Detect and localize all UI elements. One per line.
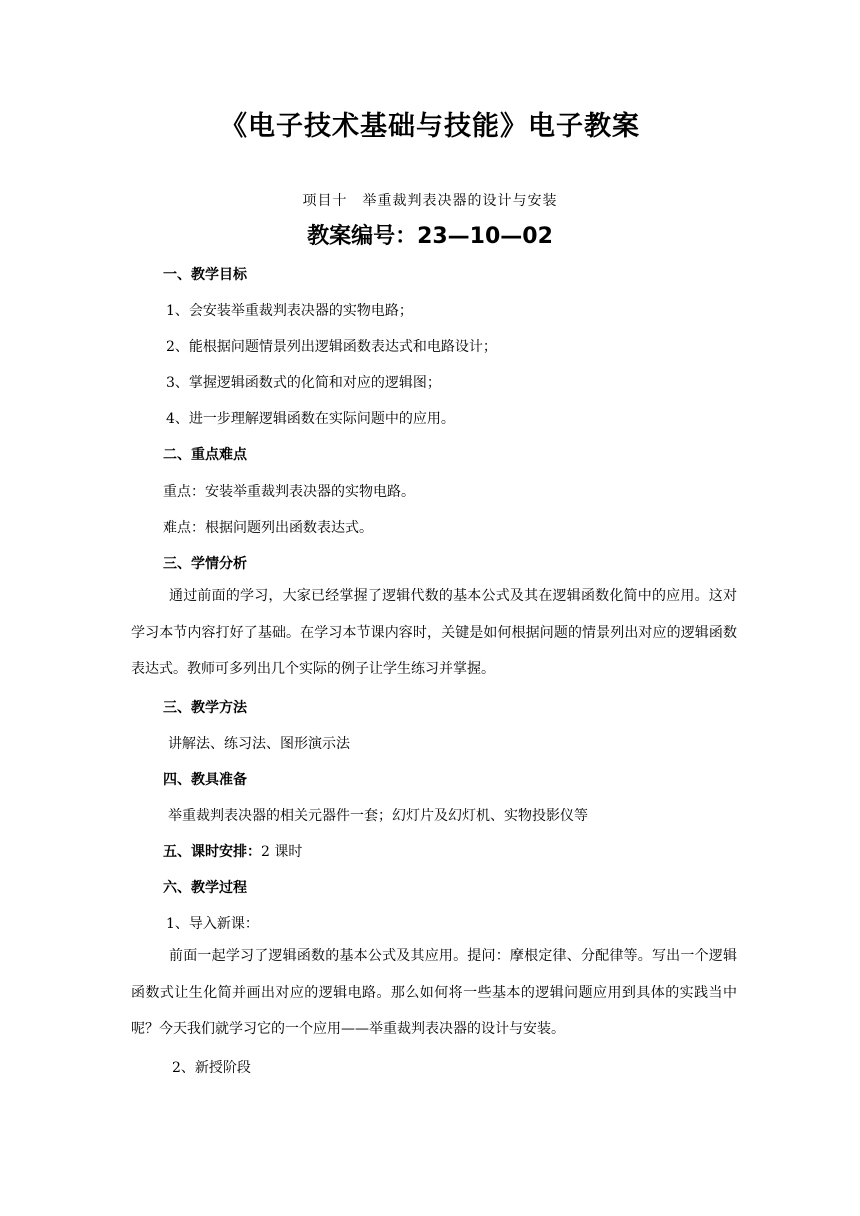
- methods-heading: 三、教学方法: [163, 700, 247, 716]
- methods-text: 讲解法、练习法、图形演示法: [168, 736, 350, 752]
- analysis-paragraph: 通过前面的学习，大家已经掌握了逻辑代数的基本公式及其在逻辑函数化简中的应用。这对学习本节内容打好了基础。在学习本节课内容时，关键是如何根据问题的情景列出对应的逻辑函数表达式。教师可多列出几个实际的例子让学生练习并掌握。: [131, 588, 737, 677]
- objective-item-2: 2、能根据问题情景列出逻辑函数表达式和电路设计；: [166, 339, 497, 355]
- analysis-heading: 三、学情分析: [163, 556, 247, 572]
- objective-item-3: 3、掌握逻辑函数式的化简和对应的逻辑图；: [166, 375, 441, 391]
- objectives-heading: 一、教学目标: [163, 267, 247, 283]
- new-stage-title: 2、新授阶段: [172, 1060, 251, 1076]
- equipment-heading: 四、教具准备: [163, 772, 247, 788]
- schedule-heading: [163, 841, 302, 861]
- equipment-text: 举重裁判表决器的相关元器件一套；幻灯片及幻灯机、实物投影仪等: [168, 808, 588, 824]
- key-point: 重点：安装举重裁判表决器的实物电路。: [163, 484, 415, 500]
- schedule-value: 2 课时: [261, 844, 303, 860]
- difficulty-point: 难点：根据问题列出函数表达式。: [163, 520, 373, 536]
- schedule-label: 五、课时安排：: [163, 844, 261, 860]
- intro-paragraph: 前面一起学习了逻辑函数的基本公式及其应用。提问：摩根定律、分配律等。写出一个逻辑函数式让生化简并画出对应的逻辑电路。那么如何将一些基本的逻辑问题应用到具体的实践当中呢？今天我们就学习它的一个应用——举重裁判表决器的设计与安装。: [131, 948, 737, 1037]
- objective-item-1: 1、会安装举重裁判表决器的实物电路；: [166, 303, 413, 319]
- lesson-code: 教案编号：23—10—02: [307, 224, 553, 249]
- objective-item-4: 4、进一步理解逻辑函数在实际问题中的应用。: [166, 411, 455, 427]
- process-heading: 六、教学过程: [163, 880, 247, 896]
- project-subtitle: 项目十 举重裁判表决器的设计与安装: [302, 193, 558, 209]
- intro-title: 1、导入新课：: [166, 916, 259, 932]
- document-title: 《电子技术基础与技能》电子教案: [220, 111, 640, 142]
- keypoints-heading: 二、重点难点: [163, 447, 247, 463]
